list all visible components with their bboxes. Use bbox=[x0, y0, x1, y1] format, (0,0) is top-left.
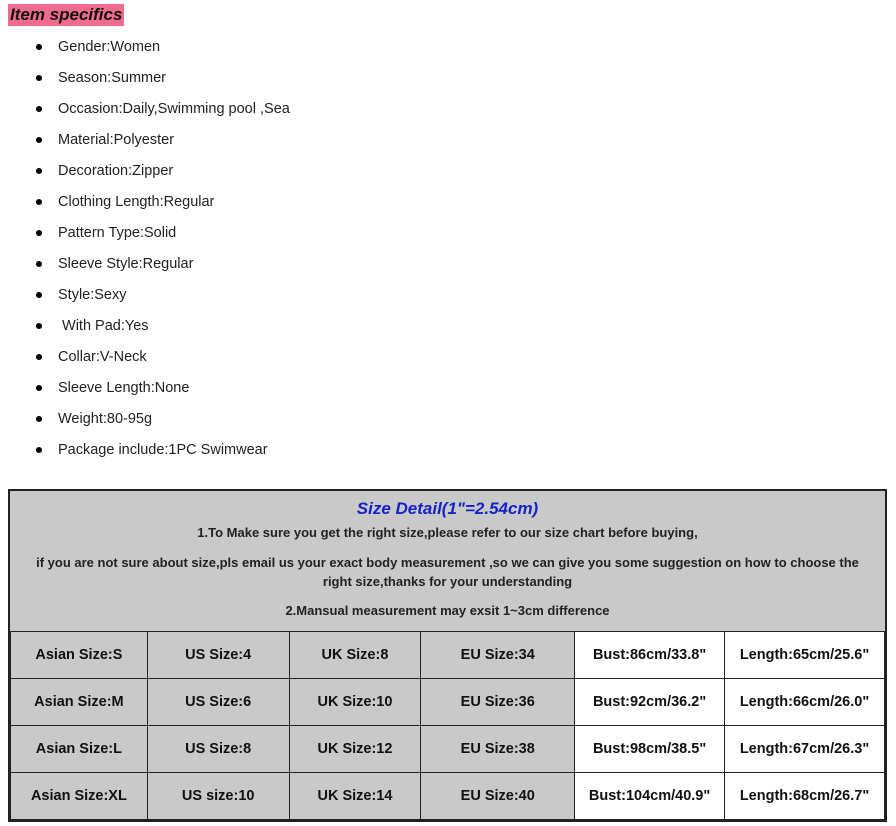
table-cell: UK Size:10 bbox=[289, 679, 421, 726]
table-cell: Length:66cm/26.0" bbox=[725, 679, 885, 726]
table-cell: US Size:4 bbox=[147, 632, 289, 679]
bullet-icon bbox=[36, 168, 42, 174]
size-detail-panel bbox=[8, 489, 887, 822]
spec-occasion: Occasion:Daily,Swimming pool ,Sea bbox=[58, 101, 290, 117]
bullet-icon bbox=[36, 416, 42, 422]
bullet-icon bbox=[36, 385, 42, 391]
table-row bbox=[11, 773, 885, 820]
table-cell: Length:65cm/25.6" bbox=[725, 632, 885, 679]
size-note-3: 2.Mansual measurement may exsit 1~3cm difference bbox=[285, 603, 610, 618]
size-chart-table bbox=[10, 631, 885, 820]
table-cell: EU Size:38 bbox=[421, 726, 575, 773]
table-cell: Asian Size:L bbox=[11, 726, 148, 773]
table-cell: Bust:98cm/38.5" bbox=[575, 726, 725, 773]
bullet-icon bbox=[36, 44, 42, 50]
spec-package: Package include:1PC Swimwear bbox=[58, 442, 268, 458]
table-cell: Bust:86cm/33.8" bbox=[575, 632, 725, 679]
spec-season: Season:Summer bbox=[58, 70, 166, 86]
bullet-icon bbox=[36, 447, 42, 453]
list-item bbox=[34, 35, 290, 66]
spec-style: Style:Sexy bbox=[58, 287, 127, 303]
table-row bbox=[11, 679, 885, 726]
list-item bbox=[34, 252, 290, 283]
list-item bbox=[34, 314, 290, 345]
table-cell: Asian Size:S bbox=[11, 632, 148, 679]
spec-clothing-length: Clothing Length:Regular bbox=[58, 194, 215, 210]
list-item bbox=[34, 221, 290, 252]
table-cell: US Size:8 bbox=[147, 726, 289, 773]
size-note-2: if you are not sure about size,pls email us your exact body measurement ,so we can give you some suggestion on how to choose the right size,thanks for your understanding bbox=[36, 555, 859, 589]
list-item bbox=[34, 407, 290, 438]
list-item bbox=[34, 159, 290, 190]
spec-sleeve-style: Sleeve Style:Regular bbox=[58, 256, 194, 272]
list-item bbox=[34, 190, 290, 221]
spec-gender: Gender:Women bbox=[58, 39, 161, 55]
spec-pattern-type: Pattern Type:Solid bbox=[58, 225, 177, 241]
item-specifics-list bbox=[34, 35, 290, 469]
list-item bbox=[34, 283, 290, 314]
bullet-icon bbox=[36, 354, 42, 360]
table-cell: Bust:104cm/40.9" bbox=[575, 773, 725, 820]
spec-weight: Weight:80-95g bbox=[58, 411, 153, 427]
list-item bbox=[34, 345, 290, 376]
table-cell: US size:10 bbox=[147, 773, 289, 820]
table-cell: UK Size:12 bbox=[289, 726, 421, 773]
table-cell: EU Size:40 bbox=[421, 773, 575, 820]
bullet-icon bbox=[36, 230, 42, 236]
size-note-1: 1.To Make sure you get the right size,please refer to our size chart before buying, bbox=[197, 525, 698, 540]
table-row bbox=[11, 632, 885, 679]
bullet-icon bbox=[36, 75, 42, 81]
table-row bbox=[11, 726, 885, 773]
spec-sleeve-length: Sleeve Length:None bbox=[58, 380, 190, 396]
bullet-icon bbox=[36, 292, 42, 298]
size-detail-title: Size Detail(1"=2.54cm) bbox=[356, 499, 539, 518]
bullet-icon bbox=[36, 199, 42, 205]
table-cell: Length:68cm/26.7" bbox=[725, 773, 885, 820]
table-cell: Bust:92cm/36.2" bbox=[575, 679, 725, 726]
bullet-icon bbox=[36, 137, 42, 143]
table-cell: Asian Size:XL bbox=[11, 773, 148, 820]
bullet-icon bbox=[36, 261, 42, 267]
list-item bbox=[34, 438, 290, 469]
list-item bbox=[34, 97, 290, 128]
spec-with-pad: With Pad:Yes bbox=[58, 318, 149, 334]
spec-decoration: Decoration:Zipper bbox=[58, 163, 174, 179]
table-cell: US Size:6 bbox=[147, 679, 289, 726]
bullet-icon bbox=[36, 106, 42, 112]
item-specifics-heading: Item specifics bbox=[10, 5, 123, 24]
bullet-icon bbox=[36, 323, 42, 329]
spec-material: Material:Polyester bbox=[58, 132, 175, 148]
table-cell: UK Size:8 bbox=[289, 632, 421, 679]
table-cell: EU Size:34 bbox=[421, 632, 575, 679]
list-item bbox=[34, 66, 290, 97]
table-cell: Asian Size:M bbox=[11, 679, 148, 726]
table-cell: EU Size:36 bbox=[421, 679, 575, 726]
list-item bbox=[34, 376, 290, 407]
table-cell: UK Size:14 bbox=[289, 773, 421, 820]
list-item bbox=[34, 128, 290, 159]
spec-collar: Collar:V-Neck bbox=[58, 349, 147, 365]
table-cell: Length:67cm/26.3" bbox=[725, 726, 885, 773]
